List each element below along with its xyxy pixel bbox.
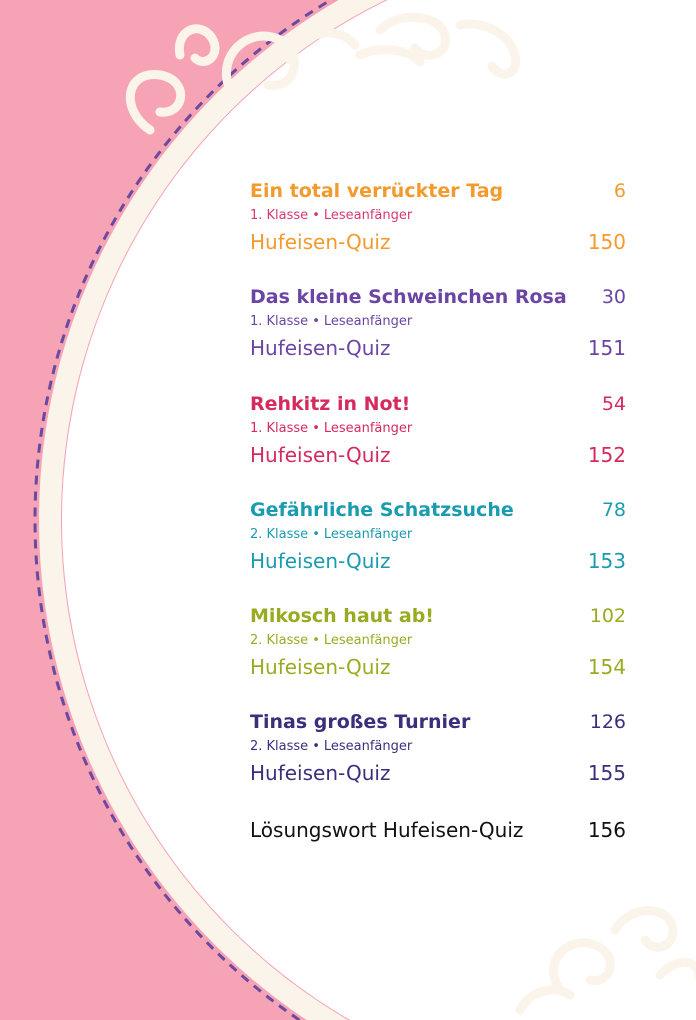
- story-page-number: 126: [589, 711, 626, 733]
- grade-level: [250, 421, 412, 436]
- toc-entry-3: [250, 393, 626, 467]
- bullet-icon: •: [312, 527, 320, 542]
- quiz-title[interactable]: Hufeisen-Quiz: [250, 549, 391, 573]
- story-title[interactable]: Das kleine Schweinchen Rosa: [250, 286, 567, 308]
- toc-entry-2: [250, 286, 626, 360]
- grade-label: 2. Klasse: [250, 527, 309, 542]
- grade-label: 2. Klasse: [250, 633, 309, 648]
- story-page-number: 30: [601, 286, 626, 308]
- grade-level: [250, 527, 412, 542]
- toc-entry-4: [250, 499, 626, 573]
- story-title[interactable]: Ein total verrückter Tag: [250, 180, 504, 202]
- quiz-title[interactable]: Hufeisen-Quiz: [250, 761, 391, 785]
- reader-label: Leseanfänger: [323, 527, 413, 542]
- solution-word-page-number: 156: [587, 818, 626, 842]
- quiz-page-number: 152: [587, 443, 626, 467]
- solution-word-title[interactable]: Lösungswort Hufeisen-Quiz: [250, 818, 524, 842]
- grade-level: [250, 633, 412, 648]
- story-title[interactable]: Tinas großes Turnier: [250, 711, 471, 733]
- quiz-page-number: 154: [587, 655, 626, 679]
- story-title[interactable]: Rehkitz in Not!: [250, 393, 411, 415]
- reader-label: Leseanfänger: [323, 208, 413, 223]
- grade-label: 1. Klasse: [250, 208, 309, 223]
- bullet-icon: •: [312, 208, 320, 223]
- quiz-title[interactable]: Hufeisen-Quiz: [250, 336, 391, 360]
- quiz-title[interactable]: Hufeisen-Quiz: [250, 655, 391, 679]
- quiz-title[interactable]: Hufeisen-Quiz: [250, 230, 391, 254]
- quiz-title[interactable]: Hufeisen-Quiz: [250, 443, 391, 467]
- story-title[interactable]: Mikosch haut ab!: [250, 605, 434, 627]
- grade-level: [250, 314, 412, 329]
- reader-label: Leseanfänger: [323, 421, 413, 436]
- toc-entry-5: [250, 605, 626, 679]
- story-title[interactable]: Gefährliche Schatzsuche: [250, 499, 514, 521]
- reader-label: Leseanfänger: [323, 739, 413, 754]
- table-of-contents: [250, 0, 630, 1020]
- grade-label: 2. Klasse: [250, 739, 309, 754]
- bullet-icon: •: [312, 633, 320, 648]
- story-page-number: 102: [589, 605, 626, 627]
- story-page-number: 6: [613, 180, 626, 202]
- story-page-number: 54: [601, 393, 626, 415]
- reader-label: Leseanfänger: [323, 633, 413, 648]
- quiz-page-number: 153: [587, 549, 626, 573]
- quiz-page-number: 155: [587, 761, 626, 785]
- bullet-icon: •: [312, 739, 320, 754]
- bullet-icon: •: [312, 421, 320, 436]
- quiz-page-number: 150: [587, 230, 626, 254]
- grade-label: 1. Klasse: [250, 421, 309, 436]
- toc-entry-6: [250, 711, 626, 785]
- grade-level: [250, 739, 412, 754]
- toc-entry-1: [250, 180, 626, 254]
- grade-level: [250, 208, 412, 223]
- story-page-number: 78: [601, 499, 626, 521]
- grade-label: 1. Klasse: [250, 314, 309, 329]
- reader-label: Leseanfänger: [323, 314, 413, 329]
- quiz-page-number: 151: [587, 336, 626, 360]
- bullet-icon: •: [312, 314, 320, 329]
